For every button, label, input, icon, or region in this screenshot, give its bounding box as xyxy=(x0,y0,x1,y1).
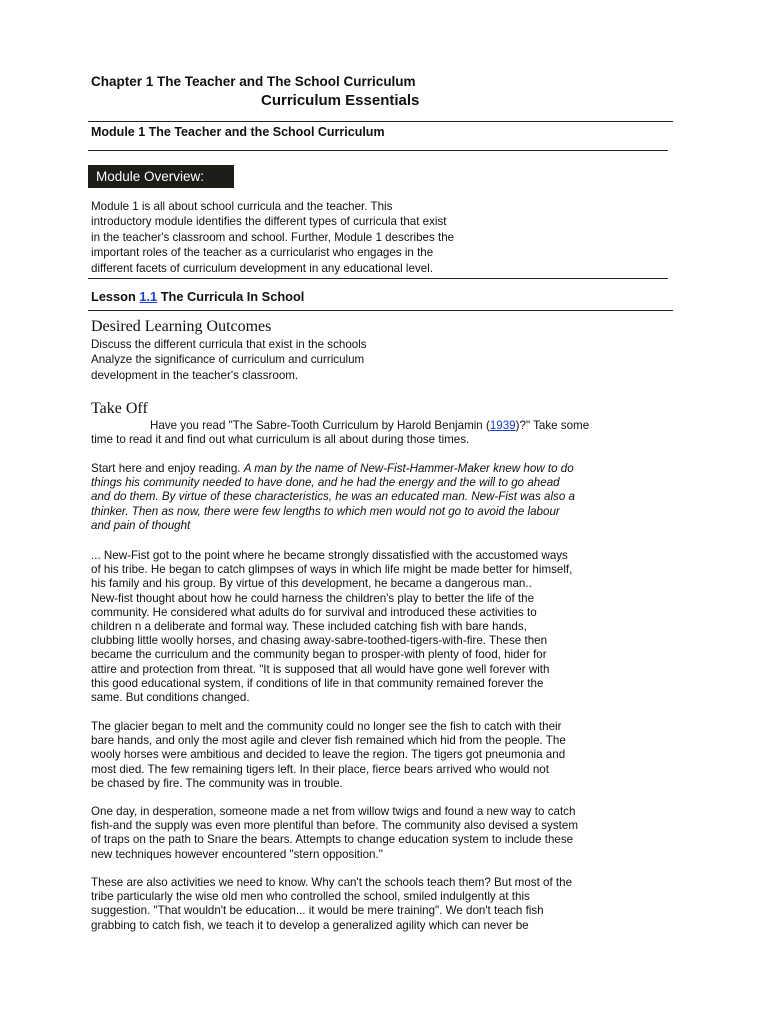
story-line: of traps on the path to Snare the bears. Attempts to change education system to include these xyxy=(91,833,574,847)
takeoff-intro xyxy=(91,419,691,447)
story-line: These are also activities we need to know. Why can't the schools teach them? But most of the xyxy=(91,876,573,889)
story-line: fish-and the supply was even more plentiful than before. The community also devised a system xyxy=(91,819,578,833)
story-line: most died. The few remaining tigers left. In their place, fierce bears arrived who would not xyxy=(91,762,549,776)
divider xyxy=(88,150,668,151)
story-paragraph-1 xyxy=(91,462,691,533)
story-line: attire and protection from threat. "It is supposed that all would have gone well forever with xyxy=(91,662,550,676)
overview-line: different facets of curriculum development in any educational level. xyxy=(91,261,433,275)
paragraph-lead: Start here and enjoy reading. xyxy=(91,462,244,475)
outcome-item: development in the teacher's classroom. xyxy=(91,368,299,382)
story-line: same. But conditions changed. xyxy=(91,691,250,705)
story-line: suggestion. "That wouldn't be education... it would be mere training". We don't teach fish xyxy=(91,904,544,918)
overview-line: Module 1 is all about school curricula and the teacher. This xyxy=(91,200,393,213)
story-line: children n a deliberate and formal way. These included catching fish with bare hands, xyxy=(91,620,527,634)
story-line: grabbing to catch fish, we teach it to develop a generalized agility which can never be xyxy=(91,918,529,932)
story-line: his family and his group. By virtue of this development, he became a dangerous man.. xyxy=(91,577,532,591)
story-line: thinker. Then as now, there were few lengths to which men would not go to avoid the labour xyxy=(91,504,560,518)
story-line: tribe particularly the wise old men who controlled the school, smiled indulgently at this xyxy=(91,890,530,904)
story-paragraph-4 xyxy=(91,805,691,862)
divider xyxy=(88,310,673,311)
story-line: clubbing little woolly horses, and chasing away-sabre-toothed-tigers-with-fire. These then xyxy=(91,634,548,648)
chapter-title: Chapter 1 The Teacher and The School Curriculum xyxy=(91,74,416,89)
overview-line: in the teacher's classroom and school. Further, Module 1 describes the xyxy=(91,230,455,244)
story-line: New-fist thought about how he could harness the children's play to better the life of the xyxy=(91,591,535,605)
story-paragraph-3 xyxy=(91,720,691,791)
intro-line: time to read it and find out what curriculum is all about during those times. xyxy=(91,433,470,447)
story-line: things his community needed to have done, and he had the energy and the will to go ahead xyxy=(91,476,560,490)
outcomes-heading: Desired Learning Outcomes xyxy=(91,318,272,335)
outcomes-list xyxy=(91,337,367,383)
lesson-title: The Curricula In School xyxy=(157,289,305,304)
module-overview-text xyxy=(91,199,541,276)
module-overview-label: Module Overview: xyxy=(88,165,234,188)
lesson-heading xyxy=(91,289,304,304)
story-paragraph-5 xyxy=(91,876,691,933)
overview-line: important roles of the teacher as a curricularist who engages in the xyxy=(91,246,434,260)
story-line: be chased by fire. The community was in trouble. xyxy=(91,776,343,790)
takeoff-heading: Take Off xyxy=(91,400,148,417)
outcome-item: Analyze the significance of curriculum and curriculum xyxy=(91,353,365,367)
story-line: A man by the name of New-Fist-Hammer-Maker knew how to do xyxy=(243,462,574,475)
story-line: this good educational system, if conditions of life in that community remained forever the xyxy=(91,676,544,690)
divider xyxy=(88,278,668,279)
overview-line: introductory module identifies the different types of curricula that exist xyxy=(91,215,447,229)
story-line: new techniques however encountered "stern opposition." xyxy=(91,847,383,861)
story-line: community. He considered what adults do for survival and introduced these activities to xyxy=(91,605,537,619)
lesson-prefix: Lesson xyxy=(91,289,140,304)
year-link[interactable]: 1939 xyxy=(489,419,516,432)
story-line: bare hands, and only the most agile and clever fish remained which hid from the people. The xyxy=(91,734,566,748)
story-line: and pain of thought xyxy=(91,518,191,532)
story-line: and do them. By virtue of these characteristics, he was an educated man. New-Fist was also a xyxy=(91,490,575,504)
story-paragraph-2 xyxy=(91,549,691,705)
story-line: became the curriculum and the community began to prosper-with plenty of food, hider for xyxy=(91,648,547,662)
document-subtitle: Curriculum Essentials xyxy=(261,92,420,109)
story-line: ... New-Fist got to the point where he became strongly dissatisfied with the accustomed ways xyxy=(91,549,568,562)
divider xyxy=(88,121,673,122)
lesson-number-link[interactable]: 1.1 xyxy=(139,289,158,304)
story-line: of his tribe. He began to catch glimpses of ways in which life might be made better for himself, xyxy=(91,563,573,577)
outcome-item: Discuss the different curricula that exist in the schools xyxy=(91,338,367,351)
story-line: One day, in desperation, someone made a net from willow twigs and found a new way to catch xyxy=(91,805,576,818)
intro-text: )?" Take some xyxy=(515,419,590,432)
story-line: wooly horses were ambitious and decided to leave the region. The tigers got pneumonia and xyxy=(91,748,566,762)
module-title: Module 1 The Teacher and the School Curriculum xyxy=(91,125,385,139)
story-line: The glacier began to melt and the community could no longer see the fish to catch with their xyxy=(91,720,562,733)
intro-text: Have you read "The Sabre-Tooth Curriculum by Harold Benjamin ( xyxy=(150,419,490,432)
